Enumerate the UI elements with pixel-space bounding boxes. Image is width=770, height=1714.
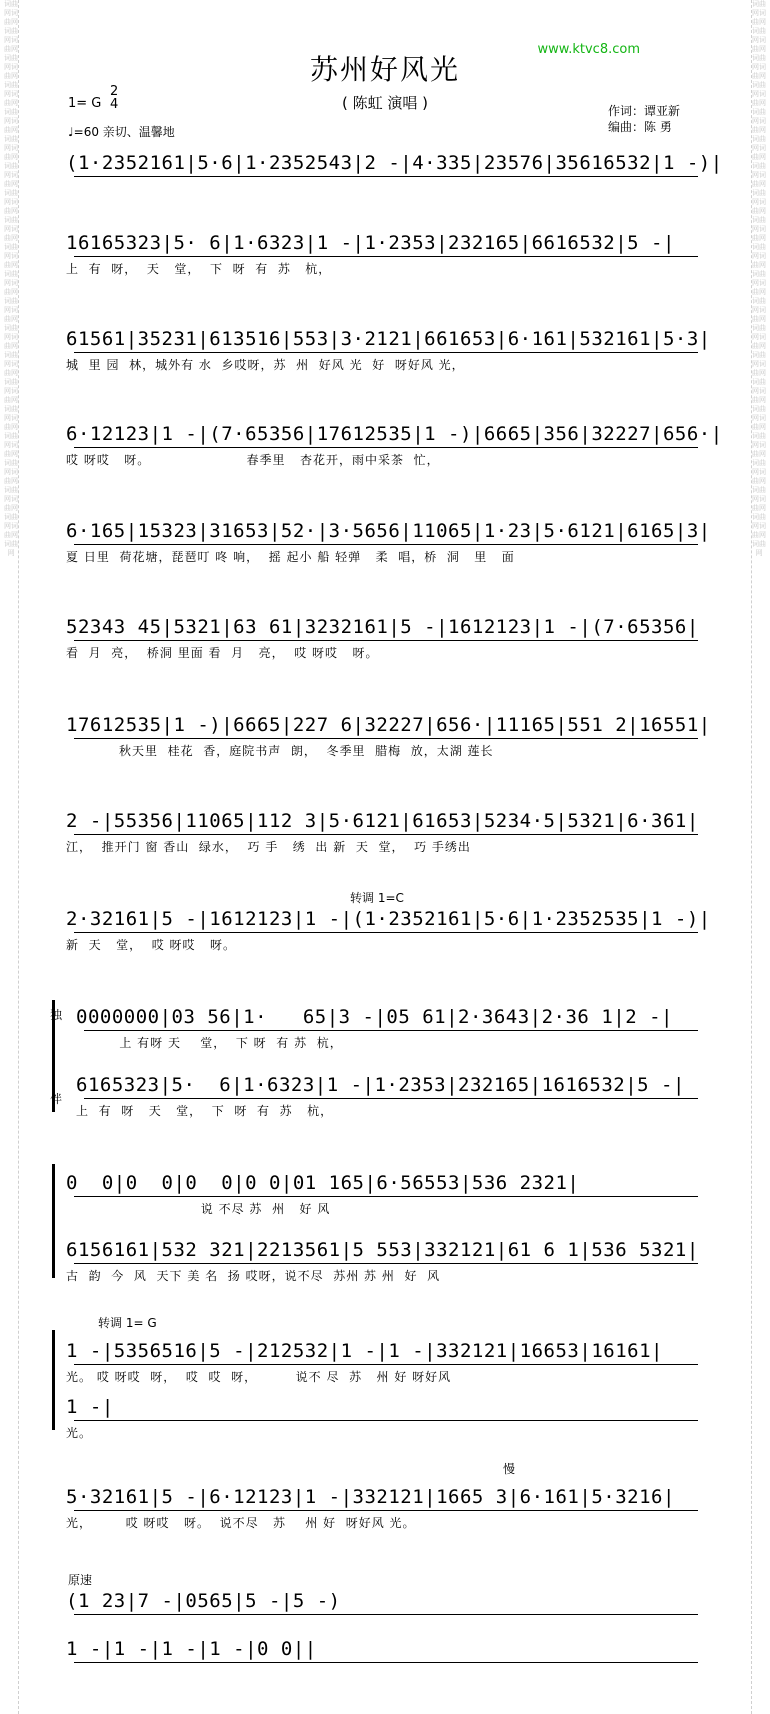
- notes: 6165323|5· 6|1·6323|1 -|1·2353|232165|1616532|5 -|: [76, 1072, 706, 1098]
- notes: 0000000|03 56|1· 65|3 -|05 61|2·3643|2·36 1|2 -|: [76, 1004, 706, 1030]
- lyrics: 上 有呀 天 堂， 下 呀 有 苏 杭，: [76, 1036, 343, 1050]
- score-line-18: [66, 1636, 706, 1662]
- system-brace: [52, 1330, 59, 1430]
- right-border-watermark: 词曲网词曲网词曲网词曲网词曲网词曲网词曲网词曲网词曲网词曲网词曲网词曲网词曲网词曲网词曲网词曲网词曲网词曲网词曲网词曲网词曲网词曲网词曲网词曲网词曲网词曲网词曲网词曲网词曲网词曲网词曲网词曲网词曲网词曲网词曲网词曲网词曲网词曲网词曲网词曲网词曲网: [751, 0, 766, 1714]
- notes: 17612535|1 -)|6665|227 6|32227|656·|11165|551 2|16551|: [66, 714, 711, 736]
- score-line-16: [66, 1484, 706, 1532]
- performer: ( 陈虹 演唱 ): [341, 94, 428, 112]
- system-brace: [52, 1164, 59, 1278]
- time-signature: [110, 85, 118, 111]
- notes: 6156161|532 321|2213561|5 553|332121|61 6 1|536 5321|: [66, 1237, 706, 1263]
- score-line-8: [66, 808, 706, 856]
- notes: 5·32161|5 -|6·12123|1 -|332121|1665 3|6·161|5·3216|: [66, 1484, 706, 1510]
- time-signature-top: 2: [110, 84, 119, 99]
- time-signature-bottom: 4: [110, 97, 119, 112]
- notes: 1 -|5356516|5 -|212532|1 -|1 -|332121|16653|16161|: [66, 1338, 706, 1364]
- modulation-to-c: 转调 1=C: [350, 891, 404, 905]
- key-signature: 1= G: [68, 96, 102, 111]
- system-brace: [52, 1000, 59, 1112]
- notes: 6·12123|1 -|(7·65356|17612535|1 -)|6665|356|32227|656·|: [66, 423, 723, 445]
- lyrics: 说 不尽 苏 州 好 风: [66, 1202, 331, 1216]
- lyrics: 新 天 堂， 哎 呀哎 呀。: [66, 938, 236, 952]
- chorus-label: 伴: [50, 1092, 63, 1106]
- notes: (1·2352161|5·6|1·2352543|2 -|4·335|23576|35616532|1 -)|: [66, 152, 723, 174]
- lyrics: [66, 180, 706, 198]
- tempo-marking: ♩=60 亲切、温馨地: [68, 125, 175, 139]
- score-line-6: [66, 614, 706, 662]
- lyrics: 光， 哎 呀哎 呀。 说不尽 苏 州 好 呀好风 光。: [66, 1516, 416, 1530]
- score-line-2: [66, 230, 706, 278]
- lyrics: 上 有 呀 天 堂， 下 呀 有 苏 杭，: [76, 1104, 334, 1118]
- score-line-1: [66, 150, 723, 198]
- score-line-11: [76, 1072, 706, 1120]
- lyrics: 哎 呀哎 呀。 春季里 杏花开，雨中采茶 忙，: [66, 453, 440, 467]
- notes: 2·32161|5 -|1612123|1 -|(1·2352161|5·6|1·2352535|1 -)|: [66, 908, 711, 930]
- solo-label: 独: [50, 1008, 63, 1022]
- notes: 16165323|5· 6|1·6323|1 -|1·2353|232165|6616532|5 -|: [66, 230, 706, 256]
- lyrics: 光。: [66, 1426, 93, 1440]
- score-line-3: [66, 326, 711, 374]
- lyrics: 看 月 亮， 桥洞 里面 看 月 亮， 哎 呀哎 呀。: [66, 646, 379, 660]
- score-line-17: [66, 1588, 706, 1614]
- score-line-14: [66, 1338, 706, 1386]
- score-line-9: [66, 906, 711, 954]
- modulation-to-g: 转调 1= G: [98, 1316, 157, 1330]
- lyricist: 作词：谭亚新: [608, 104, 681, 118]
- notes: 1 -|: [66, 1394, 706, 1420]
- lyrics: 古 韵 今 风 天下 美 名 扬 哎呀，说不尽 苏州 苏 州 好 风: [66, 1269, 441, 1283]
- credits: [608, 103, 680, 135]
- score-line-12: [66, 1170, 706, 1218]
- notes: (1 23|7 -|0565|5 -|5 -): [66, 1588, 706, 1614]
- score-line-13: [66, 1237, 706, 1285]
- song-title: 苏州好风光: [309, 53, 460, 86]
- notes: 52343 45|5321|63 61|3232161|5 -|1612123|1 -|(7·65356|: [66, 614, 706, 640]
- notes: 2 -|55356|11065|112 3|5·6121|61653|5234·5|5321|6·361|: [66, 808, 706, 834]
- notes: 6·165|15323|31653|52·|3·5656|11065|1·23|5·6121|6165|3|: [66, 520, 711, 542]
- score-line-15: [66, 1394, 706, 1442]
- lyrics: 上 有 呀， 天 堂， 下 呀 有 苏 杭，: [66, 262, 332, 276]
- lyrics: 城 里 园 林，城外有 水 乡哎呀，苏 州 好风 光 好 呀好风 光，: [66, 358, 465, 372]
- lyrics: 夏 日里 荷花塘，琵琶叮 咚 响， 摇 起小 船 轻弹 柔 唱，桥 洞 里 面: [66, 550, 515, 564]
- lyrics: 光。 哎 呀哎 呀， 哎 哎 呀， 说不 尽 苏 州 好 呀好风: [66, 1370, 452, 1384]
- original-tempo-marking: 原速: [68, 1573, 93, 1587]
- lyrics: 江， 推开门 窗 香山 绿水， 巧 手 绣 出 新 天 堂， 巧 手绣出: [66, 840, 471, 854]
- notes: 0 0|0 0|0 0|0 0|01 165|6·56553|536 2321|: [66, 1170, 706, 1196]
- score-line-10: [76, 1004, 706, 1052]
- score-line-7: [66, 712, 711, 760]
- site-watermark: www.ktvc8.com: [537, 42, 640, 57]
- score-line-4: [66, 421, 723, 469]
- left-border-watermark: 词曲网词曲网词曲网词曲网词曲网词曲网词曲网词曲网词曲网词曲网词曲网词曲网词曲网词曲网词曲网词曲网词曲网词曲网词曲网词曲网词曲网词曲网词曲网词曲网词曲网词曲网词曲网词曲网词曲网词曲网词曲网词曲网词曲网词曲网词曲网词曲网词曲网词曲网词曲网词曲网词曲网: [4, 0, 19, 1714]
- lyrics: 秋天里 桂花 香，庭院书声 朗， 冬季里 腊梅 放，太湖 莲长: [66, 744, 494, 758]
- notes: 61561|35231|613516|553|3·2121|661653|6·161|532161|5·3|: [66, 328, 711, 350]
- composer: 编曲：陈 勇: [608, 120, 672, 134]
- score-line-5: [66, 518, 711, 566]
- slow-marking: 慢: [503, 1462, 516, 1476]
- notes: 1 -|1 -|1 -|1 -|0 0||: [66, 1636, 706, 1662]
